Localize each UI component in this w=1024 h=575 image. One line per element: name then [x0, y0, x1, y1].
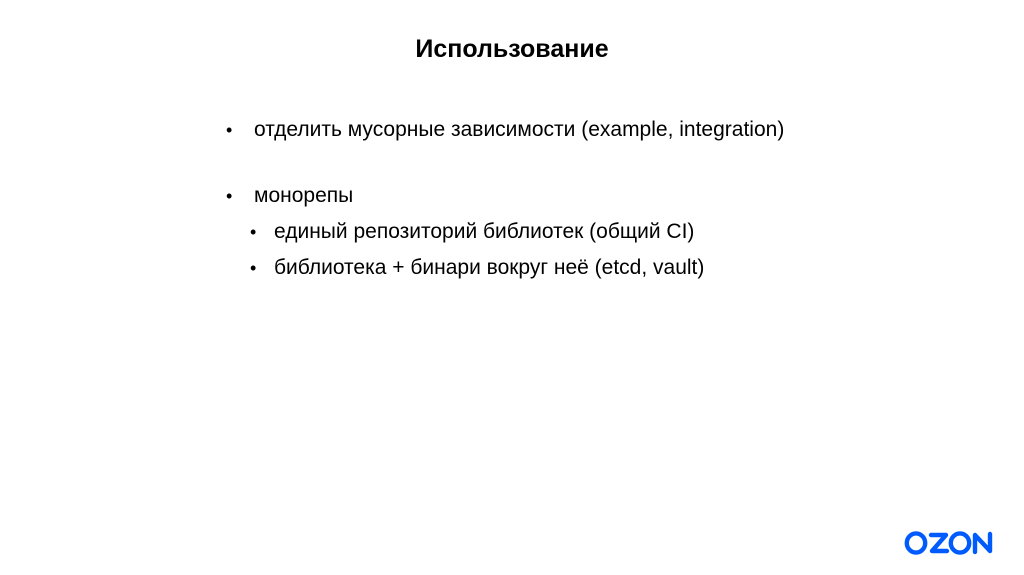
slide-title: Использование [415, 35, 609, 63]
bullet-item [226, 114, 806, 146]
sub-bullet-item [250, 216, 806, 248]
bullet-text: монорепы [254, 184, 354, 207]
bullet-text: библиотека + бинари вокруг неё (etcd, vault) [274, 256, 705, 279]
bullet-dot: • [226, 186, 233, 206]
ozon-logo-icon [904, 528, 996, 558]
bullet-dot: • [250, 222, 257, 242]
bullet-text: отделить мусорные зависимости (example, integration) [254, 118, 785, 141]
bullet-list [226, 114, 806, 284]
bullet-dot: • [226, 120, 233, 140]
sub-bullet-item [250, 252, 806, 284]
bullet-text: единый репозиторий библиотек (общий CI) [274, 220, 695, 243]
bullet-item [226, 180, 806, 212]
bullet-dot: • [250, 258, 257, 278]
